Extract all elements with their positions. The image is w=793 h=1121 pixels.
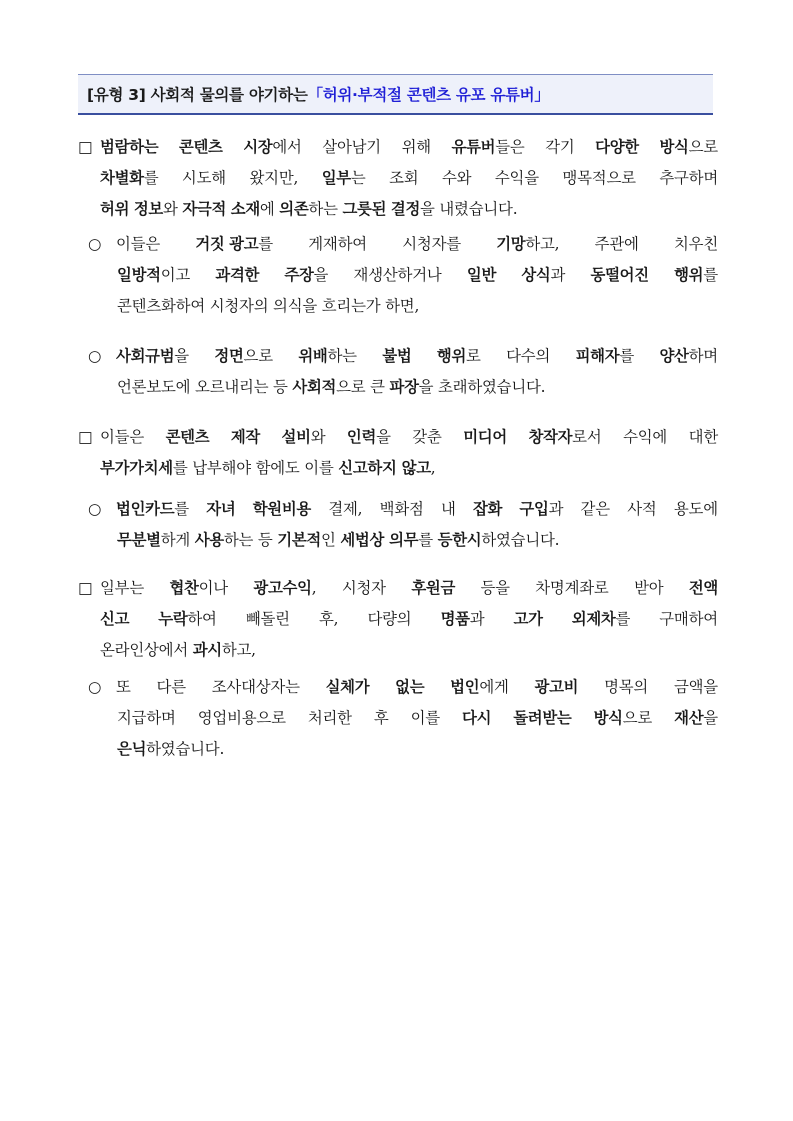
circle-bullet-icon: ○	[88, 235, 102, 253]
paragraph-1-line-1: □ 범람하는 콘텐츠 시장에서 살아남기 위해 유튜버들은 각기 다양한 방식으로	[78, 132, 718, 163]
paragraph-3	[78, 573, 718, 666]
paragraph-1-line-2: 차별화를 시도해 왔지만, 일부는 조회 수와 수익을 맹목적으로 추구하며	[100, 169, 718, 187]
paragraph-3a	[78, 672, 718, 765]
paragraph-3-line-3: 온라인상에서 과시하고,	[100, 641, 256, 659]
square-bullet-icon: □	[78, 579, 93, 597]
paragraph-3-line-2: 신고 누락하여 빼돌린 후, 다량의 명품과 고가 외제차를 구매하여	[100, 610, 718, 628]
square-bullet-icon: □	[78, 428, 93, 446]
paragraph-2a-line-2: 무분별하게 사용하는 등 기본적인 세법상 의무를 등한시하였습니다.	[117, 531, 560, 549]
paragraph-1b-line-2: 언론보도에 오르내리는 등 사회적으로 큰 파장을 초래하였습니다.	[117, 378, 546, 396]
paragraph-3a-line-1: ○ 또 다른 조사대상자는 실체가 없는 법인에게 광고비 명목의 금액을	[78, 672, 718, 703]
circle-bullet-icon: ○	[88, 678, 102, 696]
paragraph-1b	[78, 341, 718, 403]
paragraph-1a	[78, 229, 718, 322]
paragraph-1a-line-1: ○ 이들은 거짓 광고를 게재하여 시청자를 기망하고, 주관에 치우친	[78, 229, 718, 260]
paragraph-1a-line-3: 콘텐츠화하여 시청자의 의식을 흐리는가 하면,	[117, 297, 420, 315]
section-header-highlight: 「허위·부적절 콘텐츠 유포 유튜버」	[307, 86, 550, 104]
paragraph-1a-line-2: 일방적이고 과격한 주장을 재생산하거나 일반 상식과 동떨어진 행위를	[117, 266, 718, 284]
paragraph-3a-line-2: 지급하며 영업비용으로 처리한 후 이를 다시 돌려받는 방식으로 재산을	[117, 709, 718, 727]
circle-bullet-icon: ○	[88, 347, 102, 365]
paragraph-2-line-2: 부가가치세를 납부해야 함에도 이를 신고하지 않고,	[100, 459, 436, 477]
paragraph-3-line-1: □ 일부는 협찬이나 광고수익, 시청자 후원금 등을 차명계좌로 받아 전액	[78, 573, 718, 604]
paragraph-2	[78, 422, 718, 484]
circle-bullet-icon: ○	[88, 500, 102, 518]
paragraph-2a	[78, 494, 718, 556]
paragraph-3a-line-3: 은닉하였습니다.	[117, 740, 225, 758]
paragraph-2a-line-1: ○ 법인카드를 자녀 학원비용 결제, 백화점 내 잡화 구입과 같은 사적 용도에	[78, 494, 718, 525]
paragraph-1	[78, 132, 718, 225]
paragraph-1b-line-1: ○ 사회규범을 정면으로 위배하는 불법 행위로 다수의 피해자를 양산하며	[78, 341, 718, 372]
section-header-prefix: [유형 3] 사회적 물의를 야기하는	[87, 86, 308, 104]
paragraph-1-line-3: 허위 정보와 자극적 소재에 의존하는 그릇된 결정을 내렸습니다.	[100, 200, 518, 218]
section-header	[78, 74, 713, 115]
square-bullet-icon: □	[78, 138, 93, 156]
paragraph-2-line-1: □ 이들은 콘텐츠 제작 설비와 인력을 갖춘 미디어 창작자로서 수익에 대한	[78, 422, 718, 453]
